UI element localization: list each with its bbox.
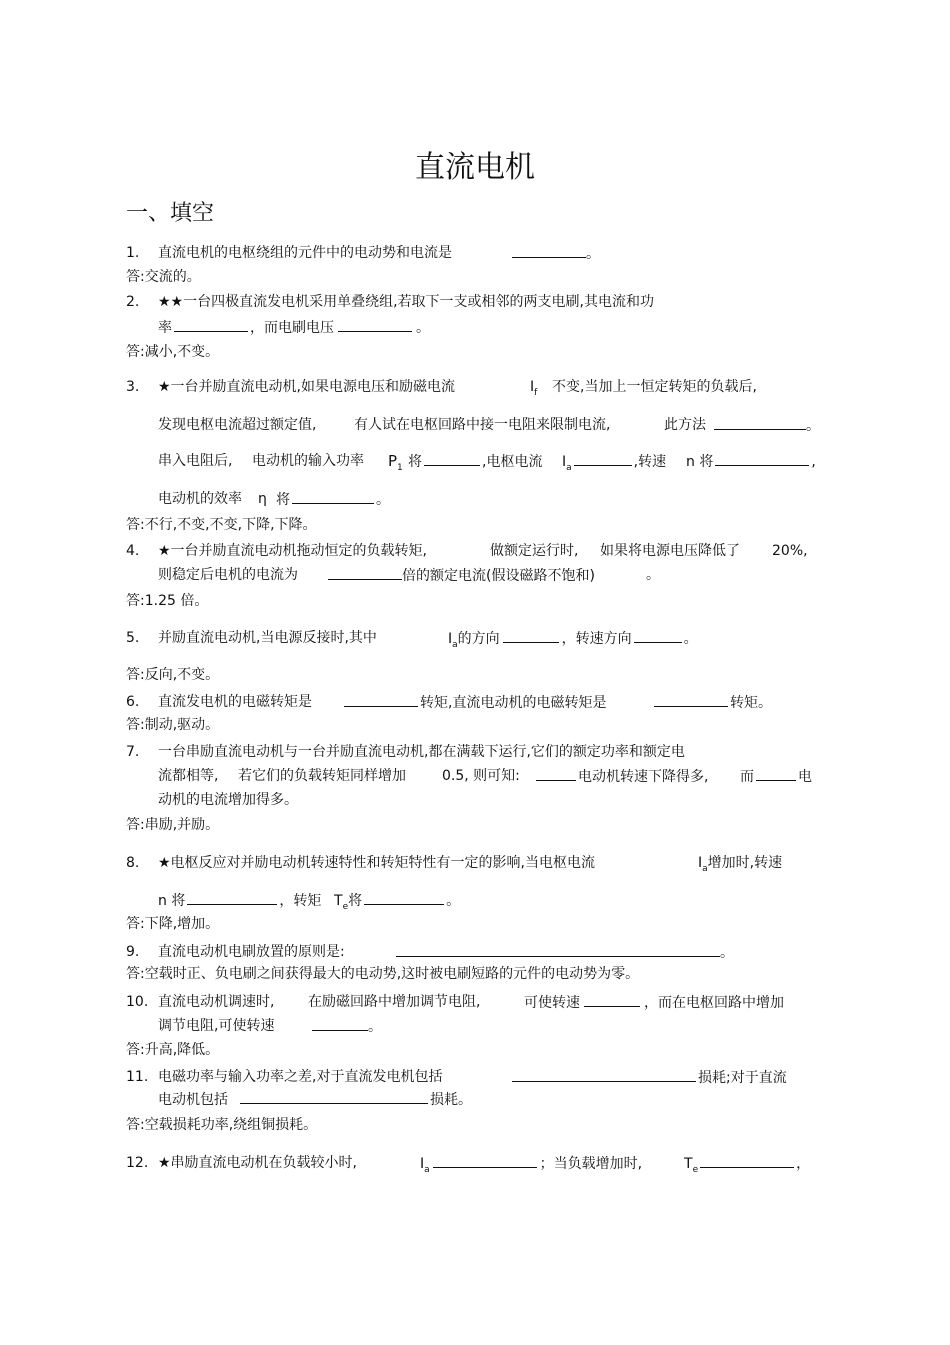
question-text: 在励磁回路中增加调节电阻, (308, 994, 481, 1010)
question-text: 此方法 (664, 417, 706, 433)
question-text: n 将 ，转矩 (158, 893, 322, 909)
question-text: 20%, (772, 543, 808, 559)
question-number: 11. (126, 1069, 149, 1085)
question-text: 如果将电源电压降低了 (600, 543, 740, 559)
answer-text: 答:串励,并励。 (126, 817, 220, 833)
answer-blank[interactable] (424, 452, 480, 466)
answer-blank[interactable] (187, 891, 277, 905)
answer-blank[interactable] (174, 318, 248, 332)
page-title: 直流电机 (415, 150, 535, 185)
answer-blank[interactable]: 。 (714, 416, 820, 435)
question-text: 直流发电机的电磁转矩是 (158, 694, 312, 710)
question-text: 则稳定后电机的电流为 (158, 567, 298, 583)
question-number: 1. (126, 245, 140, 261)
answer-text: 答:减小,不变。 (126, 344, 220, 360)
question-text: 损耗;对于直流 (512, 1068, 787, 1087)
answer-blank[interactable]: 倍的额定电流(假设磁路不饱和) (328, 566, 595, 585)
answer-text: 答:不行,不变,不变,下降,下降。 (126, 517, 317, 533)
answer-blank[interactable] (654, 693, 728, 707)
question-text: n 将 , (686, 454, 816, 470)
question-text: ★一台并励直流电动机拖动恒定的负载转矩, (158, 543, 427, 559)
answer-text: 答:升高,降低。 (126, 1042, 220, 1058)
answer-blank[interactable] (756, 767, 796, 781)
variable-ia: $I_a$ ；当负载增加时, (420, 1156, 643, 1175)
question-text: 转矩。 (654, 693, 772, 712)
answer-text: 答:反向,不变。 (126, 667, 220, 683)
question-text: 电动机转速下降得多, (536, 767, 708, 786)
answer-blank[interactable]: 。 (312, 1017, 382, 1036)
question-text: 串入电阻后, (158, 453, 233, 469)
question-text: ★★一台四极直流发电机采用单叠绕组,若取下一支或相邻的两支电刷,其电流和功 (158, 294, 654, 310)
question-text: 不变,当加上一恒定转矩的负载后, (552, 379, 757, 395)
answer-text: 答:1.25 倍。 (126, 593, 209, 609)
question-text: 做额定运行时, (490, 543, 579, 559)
answer-blank[interactable] (512, 1068, 696, 1082)
question-text: 将 。 (276, 492, 390, 508)
answer-blank[interactable]: 。 (512, 244, 600, 263)
question-text: ★一台并励直流电动机,如果电源电压和励磁电流 (158, 379, 455, 395)
answer-text: 答:空载损耗功率,绕组铜损耗。 (126, 1117, 318, 1133)
question-text: 电动机的输入功率 (252, 453, 364, 469)
variable-ia: $I_a$ ,转速 (562, 454, 667, 473)
question-number: 5. (126, 630, 140, 646)
variable-ia: $I_a$增加时,转速 (698, 855, 783, 874)
answer-blank[interactable] (536, 767, 576, 781)
answer-blank[interactable] (634, 629, 682, 643)
question-text: 并励直流电动机,当电源反接时,其中 (158, 630, 377, 646)
variable-eta: η (258, 491, 267, 507)
question-text: 直流电动机调速时, (158, 994, 275, 1010)
question-text: 调节电阻,可使转速 (158, 1018, 275, 1034)
question-number: 10. (126, 994, 149, 1010)
answer-text: 答:交流的。 (126, 269, 201, 285)
question-text: 可使转速 ，而在电枢回路中增加 (524, 995, 784, 1011)
question-text: 电动机包括 损耗。 (158, 1092, 472, 1108)
answer-blank[interactable] (700, 1154, 794, 1168)
question-text: 流都相等, (158, 768, 219, 784)
question-text: 电磁功率与输入功率之差,对于直流发电机包括 (158, 1069, 443, 1085)
answer-blank[interactable] (574, 452, 632, 466)
question-text: 若它们的负载转矩同样增加 (238, 768, 406, 784)
answer-blank[interactable] (364, 891, 444, 905)
question-text: 将 ,电枢电流 (408, 454, 543, 470)
question-text: 发现电枢电流超过额定值, (158, 417, 317, 433)
question-text: ★串励直流电动机在负载较小时, (158, 1155, 358, 1171)
answer-blank[interactable] (433, 1154, 537, 1168)
question-number: 7. (126, 744, 140, 760)
answer-text: 答:下降,增加。 (126, 916, 220, 932)
variable-p1: $P_1$ (388, 452, 403, 473)
question-number: 4. (126, 543, 140, 559)
answer-blank[interactable] (344, 693, 418, 707)
answer-blank[interactable]: 。 (396, 943, 734, 962)
variable-te: $T_e$ ， (684, 1156, 811, 1175)
answer-blank[interactable] (584, 993, 640, 1007)
answer-blank[interactable] (240, 1090, 428, 1104)
answer-blank[interactable] (338, 318, 412, 332)
question-text: 动机的电流增加得多。 (158, 792, 298, 808)
section-heading: 一、填空 (126, 201, 215, 226)
answer-blank[interactable] (292, 490, 374, 504)
question-text: 。 (646, 567, 660, 583)
question-text: 率 ，而电刷电压 。 (158, 320, 430, 336)
question-text: 转矩,直流电动机的电磁转矩是 (344, 693, 606, 712)
question-text: 直流电动机电刷放置的原则是: (158, 944, 345, 960)
question-text: 0.5, 则可知: (442, 768, 520, 784)
question-text: 电动机的效率 (158, 491, 242, 507)
question-number: 3. (126, 379, 140, 395)
question-number: 6. (126, 694, 140, 710)
question-text: 直流电机的电枢绕组的元件中的电动势和电流是 (158, 245, 452, 261)
variable-te: $T_e$将 。 (334, 893, 461, 912)
question-text: 一台串励直流电动机与一台并励直流电动机,都在满载下运行,它们的额定功率和额定电 (158, 744, 685, 760)
answer-text: 答:空载时正、负电刷之间获得最大的电动势,这时被电刷短路的元件的电动势为零。 (126, 966, 640, 982)
question-text: 有人试在电枢回路中接一电阻来限制电流, (354, 417, 611, 433)
variable-if: $I_f$ (530, 379, 538, 398)
question-number: 8. (126, 855, 140, 871)
question-text: ★电枢反应对并励电动机转速特性和转矩特性有一定的影响,当电枢电流 (158, 855, 595, 871)
answer-blank[interactable] (715, 452, 809, 466)
question-number: 9. (126, 944, 140, 960)
question-text: 而 电 (740, 769, 812, 785)
question-number: 2. (126, 294, 140, 310)
question-number: 12. (126, 1155, 149, 1171)
answer-blank[interactable] (503, 629, 559, 643)
answer-text: 答:制动,驱动。 (126, 717, 220, 733)
variable-ia: $I_a$的方向 ，转速方向 。 (448, 631, 698, 650)
